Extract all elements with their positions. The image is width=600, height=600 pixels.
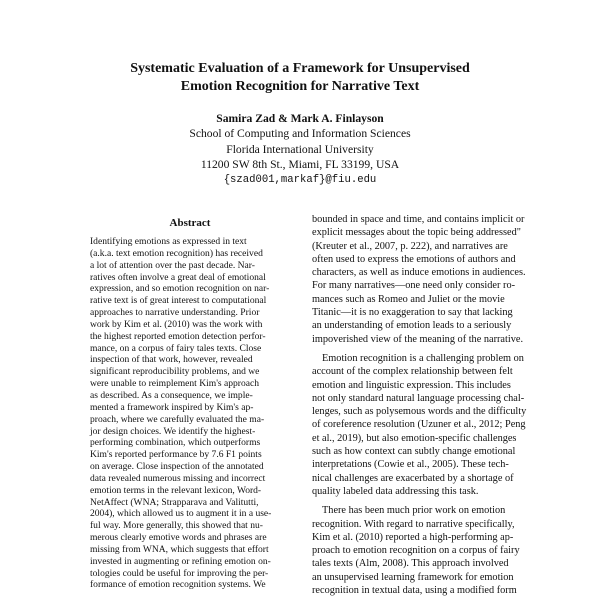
text-line: (Kreuter et al., 2007, p. 222), and narratives are bbox=[312, 240, 508, 252]
text-line: Titanic—it is no exaggeration to say that lacking bbox=[312, 307, 513, 319]
text-line: merous clearly emotive words and phrases are bbox=[90, 532, 267, 544]
paper-title bbox=[0, 60, 600, 96]
text-line: bounded in space and time, and contains implicit or bbox=[312, 214, 525, 225]
text-line: expression, and so emotion recognition on nar- bbox=[90, 283, 270, 295]
text-line: emotion terms in the relevant lexicon, Word- bbox=[90, 484, 262, 496]
text-line: mented a framework inspired by Kim's ap- bbox=[90, 401, 254, 413]
text-line: an understanding of emotion leads to a seriously bbox=[312, 320, 512, 332]
text-line: quality labeled data addressing this task. bbox=[312, 485, 479, 497]
text-line: the highest reported emotion detection perfor- bbox=[90, 330, 266, 342]
text-line: impoverished view of the meaning of the narrative. bbox=[312, 333, 524, 345]
text-line: of coreference resolution (Uzuner et al., 2012; Peng bbox=[312, 419, 526, 431]
text-line: Kim's reported performance by 7.6 F1 points bbox=[90, 449, 262, 461]
abstract-heading: Abstract bbox=[169, 217, 211, 229]
text-line: interpretations (Cowie et al., 2005). These tech- bbox=[312, 459, 509, 471]
text-line: inspection of that work, however, revealed bbox=[90, 354, 253, 366]
text-line: Emotion recognition is a challenging problem on bbox=[322, 352, 524, 364]
text-line: 2004), which allowed us to augment it in a use- bbox=[90, 508, 272, 520]
author-address: 11200 SW 8th St., Miami, FL 33199, USA bbox=[200, 158, 400, 172]
text-line: Identifying emotions as expressed in text bbox=[90, 236, 247, 247]
abstract-text bbox=[90, 236, 271, 591]
text-line: (a.k.a. text emotion recognition) has received bbox=[90, 247, 263, 259]
text-line: et al., 2019), but also emotion-specific challenges bbox=[312, 432, 517, 444]
text-line: often used to express the emotions of authors and bbox=[312, 253, 516, 265]
text-line: an unsupervised learning framework for emotion bbox=[312, 571, 514, 583]
author-block bbox=[0, 111, 600, 188]
text-line: a lot of attention over the past decade. Nar- bbox=[90, 259, 255, 271]
text-line: on average. Close inspection of the annotated bbox=[90, 461, 264, 473]
text-line: mance, on a corpus of fairy tales texts. Close bbox=[90, 342, 262, 354]
author-names: Samira Zad & Mark A. Finlayson bbox=[216, 112, 384, 125]
body-text bbox=[312, 213, 526, 597]
text-line: tologies could be useful for improving the per- bbox=[90, 567, 269, 579]
text-line: proach, where we carefully evaluated the ma- bbox=[90, 413, 265, 425]
text-line: rative text is of great interest to computational bbox=[90, 295, 267, 307]
text-line: missing from WNA, which suggests that effort bbox=[90, 543, 269, 555]
text-line: data revealed numerous missing and incorrect bbox=[90, 472, 266, 484]
text-line: proach to emotion recognition on a corpus of fairy bbox=[312, 545, 520, 557]
text-line: recognition in textual data, using a modified form bbox=[312, 585, 517, 597]
text-line: invested in augmenting or refining emotion on- bbox=[90, 555, 271, 567]
text-line: work by Kim et al. (2010) was the work with bbox=[90, 318, 263, 330]
text-line: tales texts (Alm, 2008). This approach involved bbox=[312, 558, 509, 570]
text-line: significant reproducibility problems, and we bbox=[90, 366, 260, 378]
text-line: mances such as Romeo and Juliet or the movie bbox=[312, 293, 505, 305]
text-line: emotion and linguistic expression. This includes bbox=[312, 379, 511, 391]
text-line: characters, as well as induce emotions in audiences. bbox=[312, 267, 526, 279]
text-line: formance of emotion recognition systems. We bbox=[90, 579, 266, 591]
text-line: such as how context can subtly change emotional bbox=[312, 446, 516, 458]
text-line: not only standard natural language processing chal- bbox=[312, 392, 525, 404]
text-line: account of the complex relationship between felt bbox=[312, 366, 513, 378]
author-email: {szad001,markaf}@fiu.edu bbox=[223, 173, 377, 186]
text-line: recognition. With regard to narrative specifically, bbox=[312, 518, 515, 530]
text-line: ratives often involve a great deal of emotional bbox=[90, 271, 266, 283]
author-affiliation: School of Computing and Information Sciences bbox=[189, 127, 411, 141]
title-line-1: Systematic Evaluation of a Framework for Unsupervised bbox=[130, 61, 470, 76]
text-line: were unable to reimplement Kim's approach bbox=[90, 378, 259, 390]
text-line: For many narratives—one need only consider ro- bbox=[312, 280, 516, 292]
author-university: Florida International University bbox=[226, 142, 374, 156]
text-line: ful way. More generally, this showed that nu- bbox=[90, 520, 263, 532]
text-line: NetAffect (WNA; Strapparava and Valitutti, bbox=[90, 496, 259, 508]
text-line: There has been much prior work on emotion bbox=[322, 505, 506, 517]
title-line-2: Emotion Recognition for Narrative Text bbox=[180, 79, 420, 94]
text-line: nical challenges are exacerbated by a shortage of bbox=[312, 472, 514, 484]
text-line: lenges, such as polysemous words and the difficulty bbox=[312, 406, 527, 418]
text-line: approaches to narrative understanding. Prior bbox=[90, 307, 260, 319]
text-line: jor design choices. We identify the highest- bbox=[90, 425, 256, 437]
text-line: explicit messages about the topic being addressed" bbox=[312, 227, 521, 239]
text-line: as described. As a consequence, we imple- bbox=[90, 389, 253, 401]
text-line: performing combination, which outperforms bbox=[90, 437, 261, 449]
text-line: Kim et al. (2010) reported a high-performing ap- bbox=[312, 531, 514, 543]
